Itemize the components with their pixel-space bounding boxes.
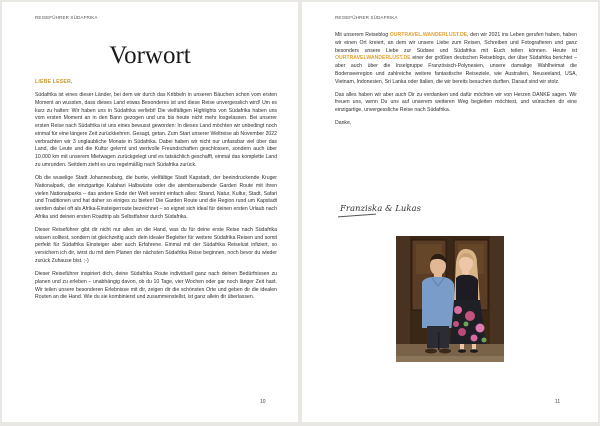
left-page: [2, 2, 298, 422]
foreword-text: [35, 79, 277, 307]
author-photo-illustration: [396, 236, 504, 362]
page-number-right: 11: [555, 399, 561, 405]
right-page: [302, 2, 598, 422]
signature: Franziska & Lukas: [340, 204, 421, 214]
signature-flourish: [338, 214, 376, 217]
paragraph-1: Südafrika ist eines dieser Länder, bei dem wir durch das Kribbeln in unseren Bäuchen schon vom ersten Moment an wussten, dass dieses Land etwas Besonderes ist und diese Reise unvergesslich wird! Um es kurz zu halten: Wir haben uns in Südafrika verliebt! Die vielfältigen Highlights von Südafrika haben uns vom ersten Moment an in den Bann gezogen und uns bis heute nicht mehr losgelassen. Bei unserer ersten Reise nach Südafrika ist uns eines bewusst geworden: In dieses Land möchten wir unbedingt noch einmal für eine längere Zeit zurückkehren. Gesagt, getan. Zum Start unserer Weltreise ab November 2022 verbrachten wir 3 unglaubliche Monate in Südafrika. Dabei haben wir nicht nur unfassbar viel über das Land, die Leute und die Kultur gelernt und wertvolle Freundschaften geschlossen, sondern auch über 10.000 km mit unserem Mietwagen zurückgelegt und es tatsächlich geschafft, einmal das komplette Land zu umrunden. Seitdem zieht es uns regelmäßig nach Südafrika zurück.: [35, 92, 277, 168]
blog-paragraph: [335, 32, 577, 86]
blog-text-middle: , den wir 2021 ins Leben gerufen haben, haben wir einen Ort kreiert, an dem wir unsere Liebe zum Reisen, Schreiben und Fotografieren und ganz besonders unsere Liebe zur Südsee und Südafrika mit Euch teilen können. Heute ist: [335, 32, 577, 54]
running-head-right: REISEFÜHRER SÜDAFRIKA: [335, 15, 398, 20]
blog-link[interactable]: OURTRAVEL.WANDERLUST.DE: [389, 32, 468, 38]
page-title: Vorwort: [109, 42, 191, 69]
thanks-paragraph: Das alles haben wir aber auch Dir zu verdanken und dafür möchten wir von Herzen DANKE sagen. Wir freuen uns, wenn Du uns auf unserem weiteren Weg begleiten möchtest, und wünschen dir eine einzigartige, unvergessliche Reise nach Südafrika.: [335, 91, 577, 114]
author-photo: [396, 236, 504, 362]
closing: Danke,: [335, 120, 352, 127]
blog-text-end: einer der größten deutschen Reiseblogs, der über Südafrika berichtet – aber auch über die Inselgruppe Französisch-Polynesien, unsere damalige Wahlheimat die Bodenseeregion und zahlreiche weitere fantastische Reiseziele, wie Australien, Neuseeland, USA, Vietnam, Indonesien, Sri Lanka oder Italien, die wir bereits besuchen durften. Darauf sind wir stolz.: [335, 55, 577, 85]
page-number-left: 10: [260, 399, 266, 405]
paragraph-2: Ob die wuselige Stadt Johannesburg, die bunte, vielfältige Stadt Kapstadt, der beeindruckende Kruger Nationalpark, die einzigartige Kalahari Halbwüste oder die atemberaubende Garden Route mit ihren vielen Nationalparks – das andere Ende der Welt vereint einfach alles: Strand, Natur, Kultur, Stadt, Safari und Traditionen und hat daher so einiges zu bieten! Die Garden Route und die Region rund um Kapstadt werden dabei oft als Afrika-Einsteigerroute bezeichnet – so eignet sich ideal für deinen ersten Urlaub nach Afrika und deinen ersten Roadtrip als Selbstfahrer durch Südafrika.: [35, 175, 277, 220]
paragraph-3: Dieser Reiseführer gibt dir nicht nur alles an die Hand, was du für deine erste Reise nach Südafrika wissen solltest, sondern ist gleichzeitig auch dein idealer Begleiter für weitere Südafrika Reisen und somit perfekt für Südafrika Einsteiger aber auch Erfahrene. Einmal mit der Südafrika Reiselust infiziert, so versichern ich dir, wirst du mit dem Planen der nächsten Südafrika Reise beginnen, noch bevor du wieder zurück Zuhause bist. ;-): [35, 226, 277, 264]
greeting: LIEBE LESER,: [35, 79, 73, 85]
running-head-left: REISEFÜHRER SÜDAFRIKA: [35, 15, 98, 20]
blog-link-2[interactable]: OURTRAVELWANDERLUST.DE: [335, 55, 411, 62]
paragraph-4: Dieser Reiseführer inspiriert dich, deine Südafrika Route individuell ganz nach deinen Bedürfnissen zu planen und zu erleben – unabhängig davon, ob du 10 Tage, vier Wochen oder gar noch länger Zeit hast. Wir teilen unsere besonderen Erlebnisse mit dir, zeigen dir die schönsten Orte und geben dir die idealen Routen an die Hand. Wie du sie kombinierst und zusammenstellst, ist ganz allein dir überlassen.: [35, 271, 277, 301]
blog-text-start: Mit unserem Reiseblog: [335, 32, 390, 38]
foreword-text-continued: [335, 32, 577, 133]
